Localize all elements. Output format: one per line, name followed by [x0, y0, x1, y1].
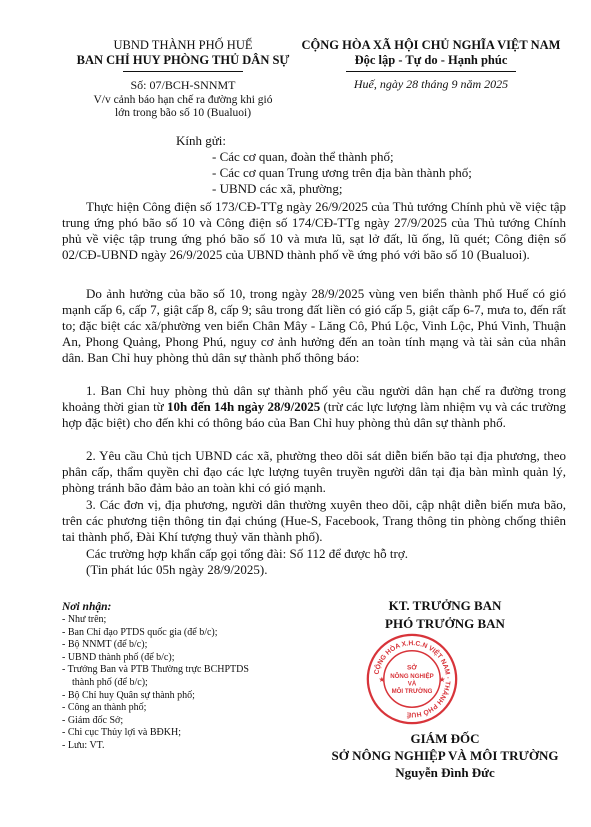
paragraph-broadcast-time	[62, 562, 566, 578]
official-seal	[365, 632, 459, 726]
paragraph-item-2	[62, 448, 566, 496]
seal-center-line: VÀ	[407, 680, 417, 688]
signature-title-block	[320, 597, 570, 633]
distribution-item: - Lưu: VT.	[62, 739, 105, 751]
document-number: Số: 07/BCH-SNNMT	[130, 78, 236, 92]
paragraph-basis	[62, 199, 566, 263]
national-motto: Độc lập - Tự do - Hạnh phúc	[354, 53, 508, 67]
subject-line-1: V/v cảnh báo hạn chế ra đường khi gió	[93, 94, 273, 106]
paragraph-situation	[62, 286, 566, 366]
seal-star-icon: ★	[378, 674, 386, 684]
item-1-text-start: 1. Ban Chỉ huy phòng thủ dân sự thành phố yêu cầu người dân hạn chế ra đường trong khoảng thời gian từ	[62, 383, 566, 414]
place-and-date: Huế, ngày 28 tháng 9 năm 2025	[353, 77, 509, 91]
distribution-item: - Giám đốc Sở;	[62, 714, 124, 726]
subject-line-2: lớn trong bão số 10 (Bualuoi)	[114, 107, 252, 119]
department-name: BAN CHỈ HUY PHÒNG THỦ DÂN SỰ	[76, 53, 290, 67]
distribution-item: - Trưởng Ban và PTB Thường trực BCHPTDS	[62, 664, 249, 676]
recipient-item: - UBND các xã, phường;	[212, 181, 343, 196]
signer-organization: SỞ NÔNG NGHIỆP VÀ MÔI TRƯỜNG	[331, 748, 559, 763]
signature-authority: KT. TRƯỞNG BAN	[388, 598, 502, 613]
signature-role: PHÓ TRƯỞNG BAN	[385, 616, 505, 631]
item-1-text-end: (trừ các lực lượng làm nhiệm vụ và các trường hợp đặc biệt) cho đến khi có thông báo của Ban Chỉ huy phòng thủ dân sự thành phố.	[62, 399, 566, 430]
recipient-item: - Các cơ quan Trung ương trên địa bàn thành phố;	[212, 165, 472, 180]
distribution-list	[62, 600, 322, 753]
seal-star-icon: ★	[438, 674, 446, 684]
paragraph-item-1	[62, 383, 566, 431]
distribution-title: Nơi nhận:	[62, 601, 112, 613]
distribution-item: - Bộ Chỉ huy Quân sự thành phố;	[62, 689, 195, 701]
hotline-text: Các trường hợp khẩn cấp gọi tổng đài: Số 112 để được hỗ trợ.	[86, 546, 408, 561]
header-underline	[123, 71, 243, 72]
distribution-item: - Bộ NNMT (để b/c);	[62, 639, 148, 651]
signer-name: Nguyễn Đình Đức	[395, 765, 495, 780]
distribution-item: - Công an thành phố;	[62, 702, 147, 714]
paragraph-hotline	[62, 546, 566, 562]
issuer-header	[58, 38, 308, 120]
recipient-item: - Các cơ quan, đoàn thể thành phố;	[212, 149, 394, 164]
distribution-item: - Chi cục Thủy lợi và BĐKH;	[62, 727, 181, 739]
broadcast-time-text: (Tin phát lúc 05h ngày 28/9/2025).	[86, 562, 268, 577]
paragraph-item-3	[62, 497, 566, 545]
seal-center-line: NÔNG NGHIỆP	[390, 673, 434, 681]
distribution-item: - Như trên;	[62, 614, 107, 625]
signer-position: GIÁM ĐỐC	[410, 731, 480, 746]
recipients-list	[212, 149, 472, 197]
item-2-text: 2. Yêu cầu Chủ tịch UBND các xã, phường theo dõi sát diễn biến bão tại địa phương, theo phân cấp, thẩm quyền chỉ đạo các lực lượng tuyên truyền người dân tại địa bàn mình quản lý, phòng tránh bão đảm bảo an toàn khi có gió mạnh.	[62, 448, 566, 495]
item-1-time-window: 10h đến 14h ngày 28/9/2025	[167, 399, 321, 414]
distribution-item: thành phố (để b/c);	[72, 676, 148, 688]
recipients-label: Kính gửi:	[176, 133, 227, 148]
distribution-item: - UBND thành phố (để b/c);	[62, 651, 175, 663]
seal-center-line: SỞ	[407, 664, 417, 672]
item-3-text: 3. Các đơn vị, địa phương, người dân thường xuyên theo dõi, cập nhật diễn biến mưa bão, trên các phương tiện thông tin đại chúng (Hue-S, Facebook, Trang thông tin phòng chống thiên tai thành phố, Đài Khí tượng thuỷ văn thành phố).	[62, 497, 566, 544]
seal-ring-text: CỘNG HÒA X.H.C.N VIỆT NAM · THÀNH PHỐ HUẾ	[373, 640, 451, 718]
seal-center-line: MÔI TRƯỜNG	[391, 688, 433, 696]
paragraph-situation-text: Do ảnh hưởng của bão số 10, trong ngày 28/9/2025 vùng ven biển thành phố Huế có gió mạnh cấp 6, cấp 7, giật cấp 8, cấp 9; sâu trong đất liền có gió cấp 5, giật cấp 6-7, mưa to, đến rất to; đặc biệt các xã/phường ven biển Chân Mây - Lăng Cô, Phú Lộc, Vinh Lộc, Phú Vinh, Thuận An, Phong Quảng, Phong Phú, nguy cơ ảnh hưởng đến an toàn tính mạng và tài sản của nhân dân. Ban Chỉ huy phòng thủ dân sự thành phố thông báo:	[62, 286, 566, 365]
paragraph-basis-text: Thực hiện Công điện số 173/CĐ-TTg ngày 26/9/2025 của Thủ tướng Chính phủ về việc tập trung ứng phó bão số 10 và Công điện số 174/CĐ-TTg ngày 27/9/2025 của Thủ tướng Chính phủ về việc tập trung ứng phó bão số 10 và mưa lũ, sạt lở đất, lũ ống, lũ quét; Công điện số 02/CĐ-UBND ngày 26/9/2025 của UBND thành phố về ứng phó với bão số 10 (Bualuoi).	[62, 199, 566, 262]
motto-underline	[346, 71, 516, 72]
agency-name: UBND THÀNH PHỐ HUẾ	[113, 38, 253, 52]
national-title: CỘNG HÒA XÃ HỘI CHỦ NGHĨA VIỆT NAM	[301, 38, 561, 52]
distribution-item: - Ban Chỉ đạo PTDS quốc gia (để b/c);	[62, 626, 218, 638]
signature-name-block	[320, 730, 570, 781]
national-header	[286, 38, 576, 91]
